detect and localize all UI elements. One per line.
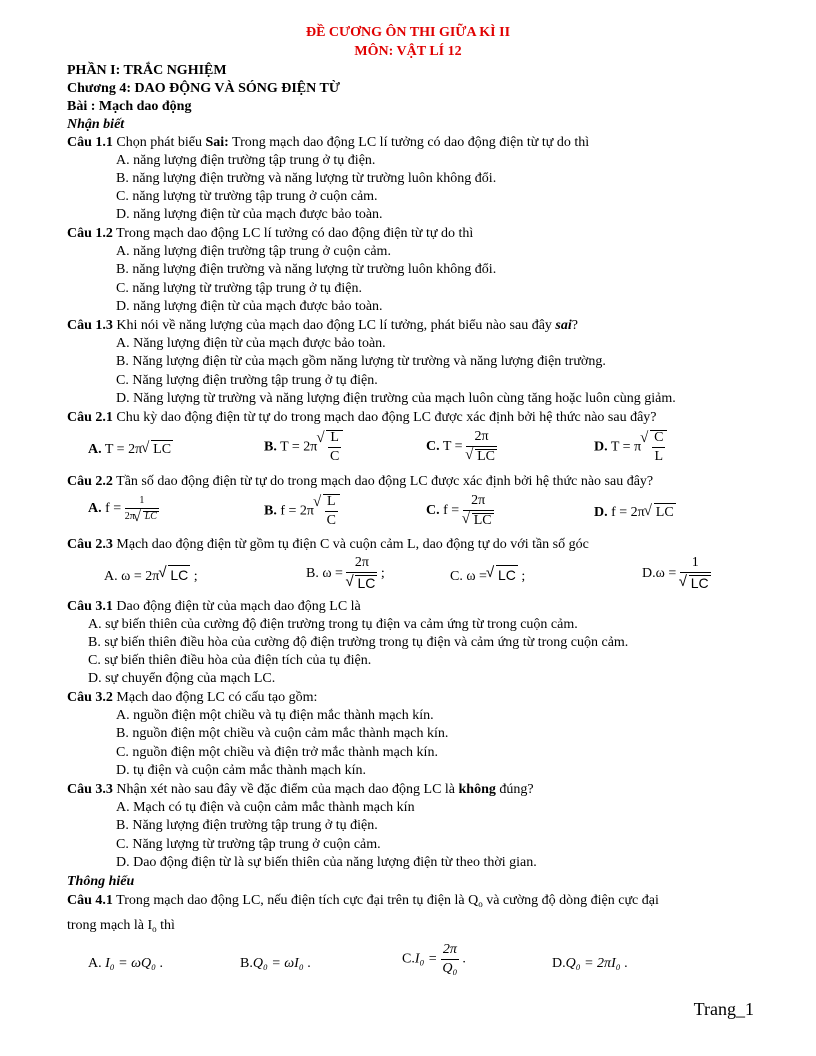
fraction <box>652 431 665 464</box>
formula-option-b <box>306 556 385 592</box>
radicand: LC <box>655 505 674 520</box>
question-2-3 <box>67 536 589 554</box>
numerator: 1 <box>680 556 711 573</box>
answer-option: D. năng lượng điện từ của mạch được bảo toàn. <box>116 299 383 314</box>
question-text: Mạch dao động LC có cấu tạo gồm: <box>112 690 318 705</box>
sqrt-expr <box>168 565 190 584</box>
formula-option-c <box>450 565 525 586</box>
formula-option-d <box>552 955 628 973</box>
option-label: C. <box>426 439 440 455</box>
numerator: √ L <box>325 495 338 512</box>
formula-text: ; <box>517 569 526 584</box>
answer-option: D. năng lượng điện từ của mạch được bảo toàn. <box>116 207 383 222</box>
option-label: D. <box>594 505 608 520</box>
question-2-2 <box>67 473 653 491</box>
formula-text: ω = <box>322 566 343 582</box>
formula-text: . <box>458 951 466 967</box>
option-label: C. <box>450 569 463 584</box>
question-text: Chọn phát biểu <box>112 135 206 150</box>
denominator: L <box>654 449 664 464</box>
formula-option-c <box>426 430 497 464</box>
lesson-heading: Bài : Mạch dao động <box>67 99 192 114</box>
sqrt-expr <box>151 440 173 459</box>
denominator <box>125 509 159 522</box>
sqrt-expr <box>323 494 340 528</box>
answer-option: C. nguồn điện một chiều và điện trở mắc thành mạch kín. <box>116 745 438 760</box>
level-heading-understand: Thông hiểu <box>67 874 135 889</box>
option-label: C. <box>402 951 415 967</box>
question-label: Câu 3.3 <box>67 782 113 797</box>
formula-text: ω = <box>655 566 677 582</box>
question-text: Chu kỳ dao động điện từ tự do trong mạch dao động LC được xác định bởi hệ thức nào sau đây? <box>112 410 657 425</box>
formula-option-d <box>594 430 667 464</box>
question-emphasis: Sai: <box>205 135 229 150</box>
formula-text: Q₀ = ωI₀ <box>252 956 304 971</box>
answer-option: C. Năng lượng điện trường tập trung ở tụ điện. <box>116 373 378 388</box>
formula-text: . <box>155 956 163 971</box>
radicand: LC <box>497 567 516 583</box>
answer-option: B. Năng lượng điện trường tập trung ở tụ điện. <box>116 818 378 833</box>
answer-option: B. sự biến thiên điều hòa của cường độ điện trường trong tụ điện và cảm ứng từ trong cuộn cảm. <box>88 635 629 650</box>
option-label: B. <box>306 566 319 582</box>
question-1-3 <box>67 317 578 335</box>
question-2-1 <box>67 409 657 427</box>
question-label: Câu 1.2 <box>67 226 113 241</box>
subscript: o <box>152 924 157 934</box>
question-4-1-line2 <box>67 917 175 938</box>
question-label: Câu 2.2 <box>67 474 113 489</box>
radicand: √ LC <box>143 511 159 522</box>
formula-text: T = 2π <box>280 439 318 455</box>
part-heading: PHẦN I: TRẮC NGHIỆM <box>67 63 227 78</box>
radicand: LC <box>153 442 172 457</box>
answer-option: B. năng lượng điện trường và năng lượng từ trường luôn không đổi. <box>116 262 497 277</box>
denominator <box>466 447 497 464</box>
option-label: A. <box>104 569 118 584</box>
formula-option-a <box>104 565 198 586</box>
question-3-1 <box>67 598 361 616</box>
formula-option-a <box>88 496 159 522</box>
question-1-2 <box>67 225 473 243</box>
question-label: Câu 1.3 <box>67 318 113 333</box>
option-label: B. <box>240 956 253 971</box>
fraction <box>441 943 459 976</box>
formula-text: T = 2π <box>104 442 143 457</box>
fraction <box>680 556 711 592</box>
formula-option-b <box>240 955 311 973</box>
answer-option: A. Năng lượng điện từ của mạch được bảo toàn. <box>116 336 386 351</box>
question-label: Câu 3.2 <box>67 690 113 705</box>
question-emphasis: sai <box>555 318 572 333</box>
question-text: ? <box>571 318 578 333</box>
document-title: ĐỀ CƯƠNG ÔN THI GIỮA KÌ II <box>305 25 511 40</box>
question-text: Khi nói về năng lượng của mạch dao động LC lí tưởng, phát biểu nào sau đây <box>112 318 556 333</box>
formula-text: f = 2π <box>280 503 314 519</box>
option-label: D. <box>642 566 656 582</box>
question-text: Trong mạch dao động LC, nếu điện tích cực đại trên tụ điện là Q <box>112 893 479 908</box>
option-label: D. <box>594 439 608 455</box>
question-label: Câu 3.1 <box>67 599 113 614</box>
formula-option-c <box>402 943 466 976</box>
question-1-1 <box>67 134 589 152</box>
formula-text: f = <box>105 501 122 517</box>
radicand: √ LC <box>355 575 377 590</box>
question-label: Câu 2.3 <box>67 537 113 552</box>
formula-option-d <box>594 503 676 522</box>
formula-text: T = π <box>610 439 642 455</box>
numerator: 2π <box>466 430 497 447</box>
radicand: √ LC <box>689 575 711 590</box>
level-heading-recognize: Nhận biết <box>67 117 125 132</box>
radicand: √ LC <box>475 449 497 464</box>
fraction <box>325 495 338 528</box>
answer-option: B. năng lượng điện trường và năng lượng từ trường luôn không đổi. <box>116 171 497 186</box>
formula-text: ω = 2π <box>121 569 160 584</box>
formula-option-a <box>88 440 173 459</box>
option-label: B. <box>264 439 277 455</box>
subscript: o <box>478 899 483 909</box>
question-emphasis: không <box>458 782 496 797</box>
sqrt-expr <box>326 430 343 464</box>
option-label: C. <box>426 503 440 519</box>
answer-option: B. Năng lượng điện từ của mạch gồm năng lượng từ trường và năng lượng điện trường. <box>116 354 606 369</box>
question-text: Dao động điện từ của mạch dao động LC là <box>112 599 361 614</box>
question-label: Câu 4.1 <box>67 893 113 908</box>
question-text: thì <box>156 918 175 933</box>
formula-text: Q₀ = 2πI₀ <box>565 956 621 971</box>
answer-option: C. sự biến thiên điều hòa của điện tích của tụ điện. <box>88 653 372 668</box>
answer-option: C. năng lượng từ trường tập trung ở tụ điện. <box>116 281 363 296</box>
denominator: Q₀ <box>442 961 458 976</box>
denominator <box>346 573 377 592</box>
fraction <box>125 496 159 522</box>
denominator <box>680 573 711 592</box>
formula-text: . <box>620 956 628 971</box>
numerator: √ C <box>652 431 665 448</box>
formula-text: f = 2π <box>611 505 645 520</box>
formula-text: ; <box>377 566 385 582</box>
question-4-1 <box>67 892 659 913</box>
question-text: Tần số dao động điện từ tự do trong mạch dao động LC được xác định bởi hệ thức nào sau đây? <box>112 474 654 489</box>
question-text: Mạch dao động điện từ gồm tụ điện C và cuộn cảm L, dao động tự do với tần số góc <box>112 537 589 552</box>
option-label: A. <box>88 956 102 971</box>
numerator: 1 <box>125 496 159 509</box>
denominator: C <box>329 449 340 464</box>
fraction <box>346 556 377 592</box>
answer-option: C. Năng lượng từ trường tập trung ở cuộn cảm. <box>116 837 381 852</box>
question-text: Nhận xét nào sau đây về đặc điểm của mạch dao động LC là <box>112 782 459 797</box>
denominator: C <box>326 513 336 528</box>
answer-option: A. năng lượng điện trường tập trung ở tụ điện. <box>116 153 376 168</box>
answer-option: A. năng lượng điện trường tập trung ở cuộn cảm. <box>116 244 391 259</box>
answer-option: A. sự biến thiên của cường độ điện trường trong tụ điện va cảm ứng từ trong cuộn cảm. <box>88 617 578 632</box>
formula-option-c <box>426 494 494 528</box>
document-subject: MÔN: VẬT LÍ 12 <box>354 44 462 59</box>
formula-text: f = <box>443 503 460 519</box>
fraction <box>328 431 341 464</box>
answer-option: D. Năng lượng từ trường và năng lượng điện trường của mạch luôn cùng tăng hoặc luôn cùng giảm. <box>116 391 676 406</box>
sqrt-expr <box>654 503 676 522</box>
answer-option: D. tụ điện và cuộn cảm mắc thành mạch kín. <box>116 763 366 778</box>
formula-option-b <box>264 494 340 528</box>
question-3-3 <box>67 781 534 799</box>
answer-option: A. nguồn điện một chiều và tụ điện mắc thành mạch kín. <box>116 708 434 723</box>
option-label: A. <box>88 501 102 517</box>
question-label: Câu 2.1 <box>67 410 113 425</box>
numerator: 2π <box>441 943 459 960</box>
formula-option-b <box>264 430 343 464</box>
formula-text: I₀ = <box>414 951 438 967</box>
answer-option: A. Mạch có tụ điện và cuộn cảm mắc thành mạch kín <box>116 800 415 815</box>
answer-option: D. Dao động điện từ là sự biến thiên của năng lượng điện từ theo thời gian. <box>116 855 537 870</box>
radicand: LC <box>170 567 189 583</box>
denominator <box>463 511 494 528</box>
question-text: trong mạch là I <box>67 918 153 933</box>
formula-text: ; <box>190 569 198 584</box>
answer-option: D. sự chuyển động của mạch LC. <box>88 671 276 686</box>
radicand: √ LC <box>472 513 494 528</box>
formula-text: . <box>303 956 311 971</box>
numerator: 2π <box>463 494 494 511</box>
fraction <box>466 430 497 464</box>
question-text: và cường độ dòng điện cực đại <box>482 893 659 908</box>
page-number: Trang_1 <box>693 999 754 1019</box>
option-label: B. <box>264 503 277 519</box>
numerator: 2π <box>346 556 377 573</box>
numerator: √ L <box>328 431 341 448</box>
answer-option: C. năng lượng từ trường tập trung ở cuộn cảm. <box>116 189 378 204</box>
answer-option: B. nguồn điện một chiều và cuộn cảm mắc thành mạch kín. <box>116 726 449 741</box>
sqrt-expr <box>496 565 518 584</box>
fraction <box>463 494 494 528</box>
chapter-heading: Chương 4: DAO ĐỘNG VÀ SÓNG ĐIỆN TỪ <box>67 81 340 96</box>
question-3-2 <box>67 689 317 707</box>
sqrt-expr <box>650 430 667 464</box>
formula-text: I₀ = ωQ₀ <box>105 956 156 971</box>
formula-text: 2π <box>124 511 135 522</box>
formula-text: ω = <box>466 569 487 584</box>
formula-option-d <box>642 556 711 592</box>
option-label: D. <box>552 956 566 971</box>
option-label: A. <box>88 442 102 457</box>
question-text: Trong mạch dao động LC lí tưởng có dao động điện từ tự do thì <box>112 226 474 241</box>
formula-text: T = <box>442 439 463 455</box>
question-text: Trong mạch dao động LC lí tưởng có dao động điện từ tự do thì <box>228 135 590 150</box>
formula-option-a <box>88 955 163 973</box>
question-text: đúng? <box>495 782 534 797</box>
question-label: Câu 1.1 <box>67 135 113 150</box>
